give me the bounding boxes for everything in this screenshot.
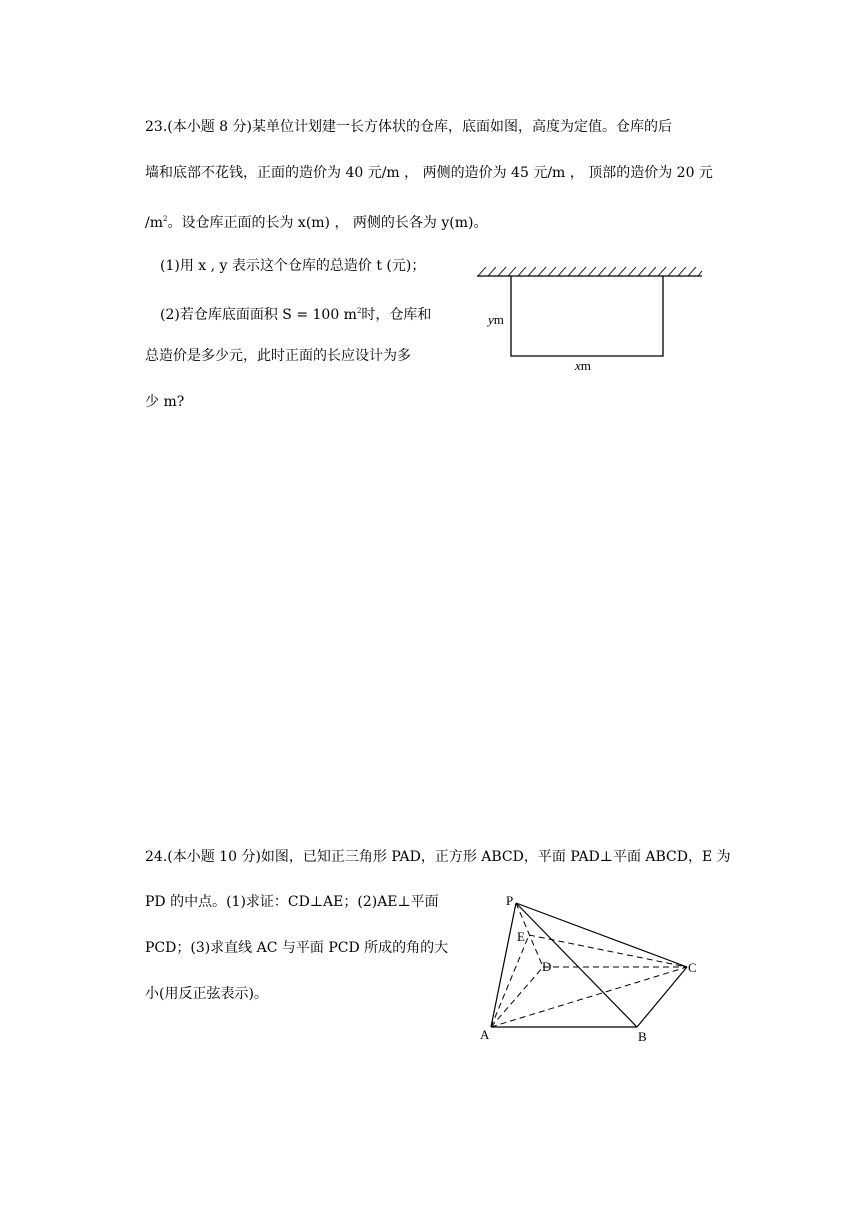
problem-23-question-2-line-3: 少 m?: [145, 394, 185, 410]
problem-23-question-2-line-2: 总造价是多少元，此时正面的长应设计为多: [145, 348, 411, 364]
problem-23-line-3-rest: 。设仓库正面的长为 x(m) ， 两侧的长各为 y(m)。: [167, 215, 488, 231]
superscript: 2: [356, 307, 362, 315]
problem-23-line-2: 墙和底部不花钱，正面的造价为 40 元/m ， 两侧的造价为 45 元/m ， 顶部的造价为 20 元: [145, 165, 713, 181]
problem-24-line-4: 小(用反正弦表示)。: [145, 986, 268, 1002]
pyramid-figure: [475, 890, 710, 1050]
vertex-label-d: D: [542, 959, 552, 974]
vertex-label-c: C: [688, 960, 697, 975]
wall-hatching: [478, 267, 702, 276]
problem-23-question-1: (1)用 x , y 表示这个仓库的总造价 t (元)；: [160, 258, 426, 274]
vertex-label-b: B: [638, 1029, 647, 1044]
unit-text: /m: [145, 215, 163, 231]
vertex-label-e: E: [517, 929, 525, 944]
vertex-label-p: P: [506, 893, 514, 908]
y-side-label: ym: [488, 312, 504, 327]
hidden-edges: [491, 903, 687, 1027]
superscript: 2: [163, 215, 168, 223]
question-2-start: (2)若仓库底面面积 S = 100 m: [160, 307, 357, 323]
problem-24-line-2: PD 的中点。(1)求证：CD⊥AE；(2)AE⊥平面: [145, 894, 439, 910]
problem-24-line-1: 24.(本小题 10 分)如图，已知正三角形 PAD，正方形 ABCD，平面 PAD⊥平面 ABCD，E 为: [145, 849, 731, 865]
floor-rectangle: [511, 276, 663, 356]
vertex-label-a: A: [480, 1027, 490, 1042]
question-2-end: 时，仓库和: [361, 307, 432, 323]
solid-edges: [491, 903, 687, 1027]
problem-24-line-3: PCD；(3)求直线 AC 与平面 PCD 所成的角的大: [145, 940, 449, 956]
warehouse-floor-plan-figure: [470, 255, 710, 380]
x-side-label: xm: [575, 358, 591, 373]
problem-23-line-1: 23.(本小题 8 分)某单位计划建一长方体状的仓库，底面如图，高度为定值。仓库的后: [145, 119, 672, 135]
problem-23-line-3: [145, 210, 487, 232]
problem-23-question-2: [160, 302, 431, 324]
